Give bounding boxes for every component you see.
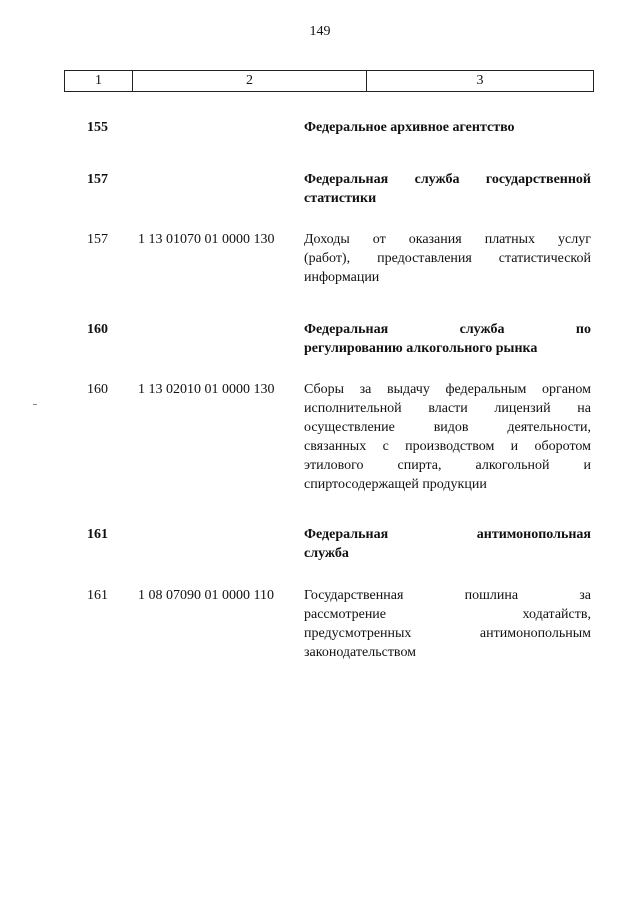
description-line: связанных с производством и оборотом xyxy=(304,439,591,454)
budget-classification-code: 1 08 07090 01 0000 110 xyxy=(138,588,274,603)
agency-name xyxy=(304,320,591,358)
description-line: Государственная пошлина за xyxy=(304,588,591,603)
description-line: Федеральное архивное агентство xyxy=(304,120,515,135)
agency-name xyxy=(304,525,591,563)
column-header-1: 1 xyxy=(65,71,133,91)
agency-code: 157 xyxy=(87,232,108,247)
budget-classification-code: 1 13 01070 01 0000 130 xyxy=(138,232,275,247)
page-number: 149 xyxy=(309,24,331,39)
agency-code: 160 xyxy=(87,322,108,337)
description-line: рассмотрение ходатайств, xyxy=(304,607,591,622)
description-line: Доходы от оказания платных услуг xyxy=(304,232,591,247)
description-line: статистики xyxy=(304,191,377,206)
revenue-description xyxy=(304,586,591,662)
agency-code: 157 xyxy=(87,172,108,187)
agency-name xyxy=(304,118,591,137)
agency-code: 155 xyxy=(87,120,108,135)
column-header-2: 2 xyxy=(133,71,367,91)
margin-mark xyxy=(33,404,37,405)
description-line: (работ), предоставления статистической xyxy=(304,251,591,266)
description-line: служба xyxy=(304,546,349,561)
description-line: этилового спирта, алкогольной и xyxy=(304,458,591,473)
description-line: Федеральная служба по xyxy=(304,322,591,337)
budget-classification-code: 1 13 02010 01 0000 130 xyxy=(138,382,275,397)
description-line: осуществление видов деятельности, xyxy=(304,420,591,435)
description-line: регулированию алкогольного рынка xyxy=(304,341,538,356)
agency-name xyxy=(304,170,591,208)
table-header xyxy=(64,70,594,92)
description-line: информации xyxy=(304,270,380,285)
column-header-3: 3 xyxy=(476,73,484,88)
revenue-description xyxy=(304,230,591,287)
description-line: предусмотренных антимонопольным xyxy=(304,626,591,641)
description-line: Сборы за выдачу федеральным органом xyxy=(304,382,591,397)
description-line: законодательством xyxy=(304,645,417,660)
description-line: Федеральная служба государственной xyxy=(304,172,591,187)
agency-code: 160 xyxy=(87,382,108,397)
agency-code: 161 xyxy=(87,588,108,603)
description-line: Федеральная антимонопольная xyxy=(304,527,591,542)
revenue-description xyxy=(304,380,591,494)
description-line: исполнительной власти лицензий на xyxy=(304,401,591,416)
agency-code: 161 xyxy=(87,527,108,542)
description-line: спиртосодержащей продукции xyxy=(304,477,487,492)
